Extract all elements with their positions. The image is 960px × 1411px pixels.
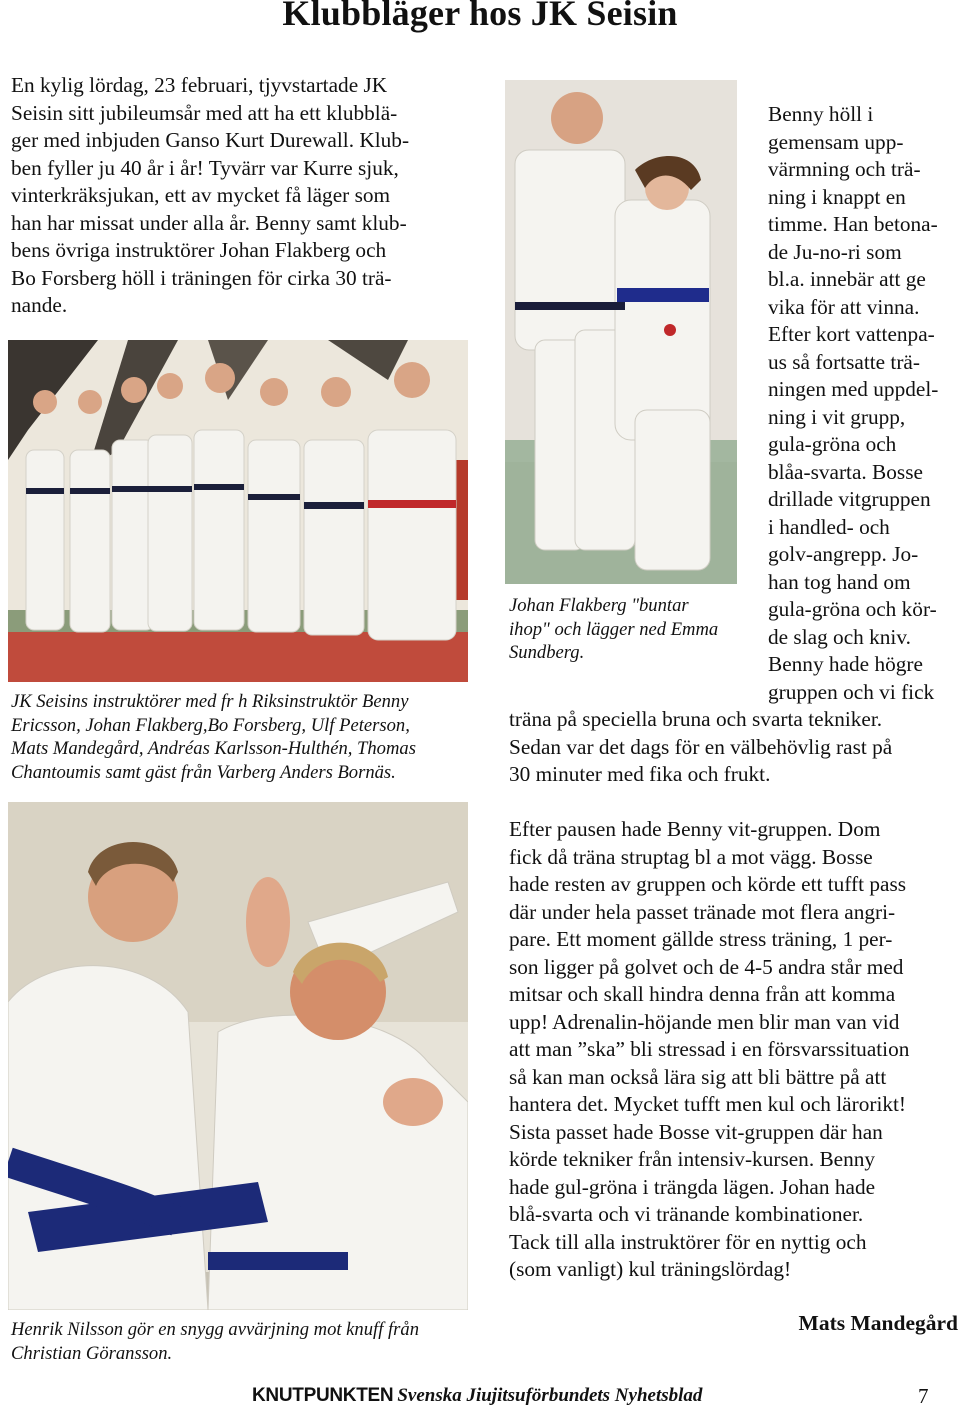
right-line: Benny höll i bbox=[768, 102, 874, 126]
pause-line: son ligger på golvet och de 4-5 andra står med bbox=[509, 954, 904, 979]
right-line: de slag och kniv. bbox=[768, 624, 911, 649]
caption-line: Ericsson, Johan Flakberg,Bo Forsberg, Ulf Peterson, bbox=[11, 714, 410, 736]
caption-line: Johan Flakberg "buntar bbox=[509, 595, 689, 616]
footer-publication: Svenska Jiujitsuförbundets Nyhetsblad bbox=[397, 1385, 703, 1406]
wide-paragraph bbox=[509, 706, 959, 789]
intro-line: En kylig lördag, 23 februari, tjyvstartade JK bbox=[11, 73, 388, 97]
right-line: gruppen och vi fick bbox=[768, 679, 935, 704]
caption-line: Henrik Nilsson gör en snygg avvärjning mot knuff från bbox=[11, 1319, 420, 1340]
pause-line: hantera det. Mycket tufft men kul och lärorikt! bbox=[509, 1092, 907, 1116]
right-line: de Ju-no-ri som bbox=[768, 239, 902, 264]
right-line: i handled- och bbox=[768, 514, 890, 539]
right-line: bl.a. innebär att ge bbox=[768, 267, 926, 291]
right-line: Efter kort vattenpa- bbox=[768, 322, 935, 346]
right-line: gula-gröna och bbox=[768, 432, 897, 456]
right-line: han tog hand om bbox=[768, 569, 911, 594]
pause-line: hade resten av gruppen och körde ett tufft pass bbox=[509, 872, 907, 896]
right-line: blåa-svarta. Bosse bbox=[768, 459, 923, 484]
pause-line: körde tekniker från intensiv-kursen. Benny bbox=[509, 1147, 876, 1171]
group-photo-caption bbox=[11, 690, 471, 784]
intro-line: vinterkräksjukan, ett av mycket få läger som bbox=[11, 183, 391, 207]
pause-line: hade gul-gröna i trängda lägen. Johan hade bbox=[509, 1174, 876, 1199]
right-line: timme. Han betona- bbox=[768, 212, 938, 236]
caption-line: JK Seisins instruktörer med fr h Riksinstruktör Benny bbox=[11, 691, 409, 712]
throw-photo-caption bbox=[509, 594, 745, 665]
intro-line: ben fyller ju 40 år i år! Tyvärr var Kurre sjuk, bbox=[11, 155, 399, 180]
right-line: gula-gröna och kör- bbox=[768, 597, 937, 621]
wide-line: 30 minuter med fika och frukt. bbox=[509, 762, 771, 786]
blocking-technique-photo bbox=[8, 802, 468, 1310]
pause-line: blå-svarta och vi tränande kombinationer. bbox=[509, 1202, 864, 1226]
pause-line: att man ”ska” bli stressad i en försvarssituation bbox=[509, 1037, 910, 1061]
instructors-group-photo bbox=[8, 340, 468, 682]
caption-line: Mats Mandegård, Andréas Karlsson-Hulthén, Thomas bbox=[11, 738, 416, 760]
caption-line: Christian Göransson. bbox=[11, 1342, 173, 1364]
pause-line: Efter pausen hade Benny vit-gruppen. Dom bbox=[509, 817, 881, 841]
pause-line: mitsar och skall hindra denna från att komma bbox=[509, 982, 896, 1006]
pause-line: där under hela passet tränade mot flera angri- bbox=[509, 899, 896, 924]
caption-line: Sundberg. bbox=[509, 642, 585, 664]
right-line: us så fortsatte trä- bbox=[768, 349, 920, 374]
throw-technique-photo bbox=[505, 80, 737, 584]
right-line: gemensam upp- bbox=[768, 129, 904, 154]
intro-paragraph bbox=[11, 72, 481, 320]
wide-line: träna på speciella bruna och svarta tekniker. bbox=[509, 707, 883, 731]
right-line: vika för att vinna. bbox=[768, 294, 920, 319]
after-pause-paragraph bbox=[509, 816, 959, 1284]
pause-line: pare. Ett moment gällde stress träning, 1 per- bbox=[509, 927, 893, 951]
wide-line: Sedan var det dags för en välbehövlig rast på bbox=[509, 734, 893, 759]
footer-brand: KNUTPUNKTEN bbox=[252, 1385, 394, 1406]
right-line: värmning och trä- bbox=[768, 157, 921, 181]
intro-line: Seisin sitt jubileumsår med att ha ett klubblä- bbox=[11, 100, 398, 125]
intro-line: nande. bbox=[11, 293, 68, 317]
intro-line: Bo Forsberg höll i träningen för cirka 30 trä- bbox=[11, 265, 392, 290]
right-line: ning i knappt en bbox=[768, 184, 906, 209]
intro-line: ger med inbjuden Ganso Kurt Durewall. Klub- bbox=[11, 128, 410, 152]
caption-line: Chantoumis samt gäst från Varberg Anders Bornäs. bbox=[11, 761, 396, 783]
pause-line: Sista passet hade Bosse vit-gruppen där han bbox=[509, 1119, 883, 1144]
right-column-text bbox=[768, 101, 960, 706]
right-line: ning i vit grupp, bbox=[768, 404, 906, 429]
pause-line: (som vanligt) kul träningslördag! bbox=[509, 1257, 792, 1281]
intro-line: bens övriga instruktörer Johan Flakberg och bbox=[11, 238, 387, 262]
pause-line: fick då träna struptag bl a mot vägg. Bosse bbox=[509, 844, 873, 869]
page-number: 7 bbox=[918, 1384, 929, 1408]
intro-line: han har missat under alla år. Benny samt klub- bbox=[11, 210, 407, 235]
caption-line: ihop" och lägger ned Emma bbox=[509, 618, 719, 640]
pause-line: upp! Adrenalin-höjande men blir man van vid bbox=[509, 1009, 900, 1034]
author-name: Mats Mandegård bbox=[798, 1311, 958, 1335]
pause-line: så kan man också lära sig att bli bättre på att bbox=[509, 1064, 887, 1089]
right-line: ningen med uppdel- bbox=[768, 377, 939, 401]
page-title: Klubbläger hos JK Seisin bbox=[282, 0, 678, 33]
right-line: Benny hade högre bbox=[768, 652, 923, 676]
pause-line: Tack till alla instruktörer för en nyttig och bbox=[509, 1229, 867, 1254]
blocking-photo-caption bbox=[11, 1318, 481, 1365]
right-line: golv-angrepp. Jo- bbox=[768, 542, 919, 566]
right-line: drillade vitgruppen bbox=[768, 487, 931, 511]
page-footer bbox=[252, 1385, 702, 1407]
